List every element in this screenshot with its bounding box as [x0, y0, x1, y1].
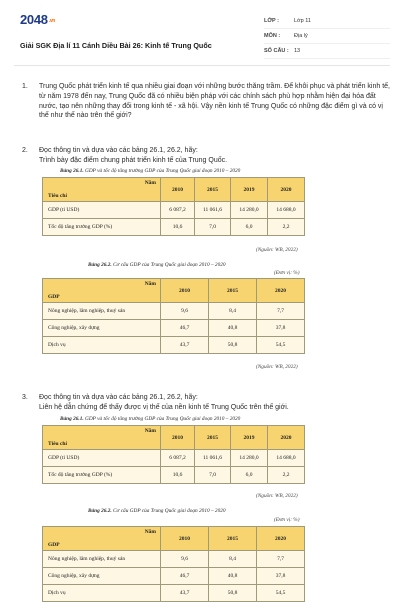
table-row — [43, 320, 305, 337]
table-cell: 40,8 — [209, 320, 257, 337]
table-cell: Tốc độ tăng trưởng GDP (%) — [43, 467, 161, 484]
table-cell: Nông nghiệp, lâm nghiệp, thuỷ sản — [43, 303, 161, 320]
table-row — [43, 337, 305, 354]
table-cell: 2010 — [161, 527, 209, 551]
table-26-1-repeat — [42, 425, 305, 484]
table-cell: 14 280,0 — [231, 202, 268, 219]
table-cell: 2019 — [231, 178, 268, 202]
table-26-2-unit: (Đơn vị: %) — [274, 270, 300, 276]
meta-subject: MÔN : Địa lý — [264, 29, 390, 44]
table-row — [43, 303, 305, 320]
table-cell: Dịch vụ — [43, 585, 161, 602]
table-cell: 2015 — [195, 178, 231, 202]
table-cell: 2,2 — [268, 467, 305, 484]
table-cell: 9,6 — [161, 303, 209, 320]
table-cell: 46,7 — [161, 568, 209, 585]
table-26-2-caption-repeat: Bảng 26.2. Cơ cấu GDP của Trung Quốc giai đoạn 2010 – 2020 — [88, 508, 226, 514]
table-26-1-caption-repeat: Bảng 26.1. GDP và tốc độ tăng trưởng GDP của Trung Quốc giai đoạn 2010 – 2020 — [60, 416, 241, 422]
table-cell: Dịch vụ — [43, 337, 161, 354]
table-cell: 37,8 — [257, 320, 305, 337]
table-26-1-source-repeat: (Nguồn: WB, 2022) — [256, 493, 298, 499]
table-cell: 2020 — [257, 527, 305, 551]
site-logo[interactable]: 2048.vn — [20, 12, 56, 27]
table-cell: 7,7 — [257, 303, 305, 320]
table-cell: GDP (tỉ USD) — [43, 450, 161, 467]
table-cell: 2015 — [195, 426, 231, 450]
table-corner: Năm Tiêu chí — [43, 426, 161, 450]
table-cell: 2010 — [161, 279, 209, 303]
table-row — [43, 450, 305, 467]
table-cell: 2010 — [161, 178, 195, 202]
table-cell: 7,0 — [195, 467, 231, 484]
table-row — [43, 219, 305, 236]
question-3: 3. Đọc thông tin và dựa vào các bảng 26.1, 26.2, hãy: Liên hệ dẫn chứng để thấy được vị thế của nền kinh tế Trung Quốc trên thế giới. — [22, 394, 289, 411]
table-cell: 6,0 — [231, 219, 268, 236]
table-corner: Năm GDP — [43, 527, 161, 551]
table-cell: 46,7 — [161, 320, 209, 337]
table-cell: 50,8 — [209, 585, 257, 602]
table-26-1-source: (Nguồn: WB, 2022) — [256, 247, 298, 253]
table-26-2-caption: Bảng 26.2. Cơ cấu GDP của Trung Quốc giai đoạn 2010 – 2020 — [88, 262, 226, 268]
table-cell: 2020 — [268, 178, 305, 202]
table-row — [43, 585, 305, 602]
table-cell: 9,6 — [161, 551, 209, 568]
page-title: Giải SGK Địa lí 11 Cánh Diều Bài 26: Kinh tế Trung Quốc — [20, 41, 212, 50]
table-cell: 2015 — [209, 527, 257, 551]
question-2: 2. Đọc thông tin và dựa vào các bảng 26.1, 26.2, hãy: Trình bày đặc điểm chung phát triển kinh tế của Trung Quốc. — [22, 147, 228, 164]
table-26-2 — [42, 278, 305, 354]
table-cell: 54,5 — [257, 337, 305, 354]
table-cell: 6 087,2 — [161, 450, 195, 467]
lesson-meta — [264, 14, 390, 59]
table-cell: 8,4 — [209, 303, 257, 320]
table-cell: 14 280,0 — [231, 450, 268, 467]
table-cell: Công nghiệp, xây dựng — [43, 320, 161, 337]
table-row — [43, 551, 305, 568]
table-cell: 54,5 — [257, 585, 305, 602]
table-cell: Tốc độ tăng trưởng GDP (%) — [43, 219, 161, 236]
table-26-2-repeat — [42, 526, 305, 602]
table-cell: Công nghiệp, xây dựng — [43, 568, 161, 585]
table-row — [43, 467, 305, 484]
table-corner: Năm GDP — [43, 279, 161, 303]
table-cell: 2020 — [257, 279, 305, 303]
table-cell: 10,6 — [161, 467, 195, 484]
table-cell: 8,4 — [209, 551, 257, 568]
table-cell: 14 688,0 — [268, 450, 305, 467]
table-cell: 2010 — [161, 426, 195, 450]
table-cell: 50,8 — [209, 337, 257, 354]
table-cell: 11 061,6 — [195, 450, 231, 467]
table-cell: 2015 — [209, 279, 257, 303]
table-cell: 6 087,2 — [161, 202, 195, 219]
table-row — [43, 568, 305, 585]
table-cell: Nông nghiệp, lâm nghiệp, thuỷ sản — [43, 551, 161, 568]
table-26-2-unit-repeat: (Đơn vị: %) — [274, 517, 300, 523]
question-1: 1. Trung Quốc phát triển kinh tế qua nhiều giai đoạn với những bước thăng trầm. Để khôi phục và phát triển kinh tế, từ năm 1978 đến nay, Trung Quốc đã có nhiều biện pháp với các chính sách phù hợp nhằm hiện đại hóa đất nước, tạo nên những thay đổi trong kinh tế - xã hội. Vậy nền kinh tế Trung Quốc có những đặc điểm gì và có vị thế như thế nào trên thế giới? — [22, 83, 391, 120]
table-cell: 14 688,0 — [268, 202, 305, 219]
table-cell: GDP (tỉ USD) — [43, 202, 161, 219]
table-26-1-caption: Bảng 26.1. GDP và tốc độ tăng trưởng GDP của Trung Quốc giai đoạn 2010 – 2020 — [60, 168, 241, 174]
table-cell: 2019 — [231, 426, 268, 450]
table-cell: 7,0 — [195, 219, 231, 236]
table-row — [43, 202, 305, 219]
table-cell: 43,7 — [161, 585, 209, 602]
table-corner: Năm Tiêu chí — [43, 178, 161, 202]
table-cell: 40,8 — [209, 568, 257, 585]
meta-question-count: SỐ CÂU : 13 — [264, 44, 390, 59]
table-cell: 11 061,6 — [195, 202, 231, 219]
table-cell: 2,2 — [268, 219, 305, 236]
table-26-2-source: (Nguồn: WB, 2022) — [256, 364, 298, 370]
table-cell: 6,0 — [231, 467, 268, 484]
table-cell: 43,7 — [161, 337, 209, 354]
table-cell: 2020 — [268, 426, 305, 450]
meta-class: LỚP : Lớp 11 — [264, 14, 390, 29]
page-header — [14, 10, 390, 66]
table-cell: 37,8 — [257, 568, 305, 585]
table-26-1 — [42, 177, 305, 236]
table-cell: 7,7 — [257, 551, 305, 568]
table-cell: 10,6 — [161, 219, 195, 236]
